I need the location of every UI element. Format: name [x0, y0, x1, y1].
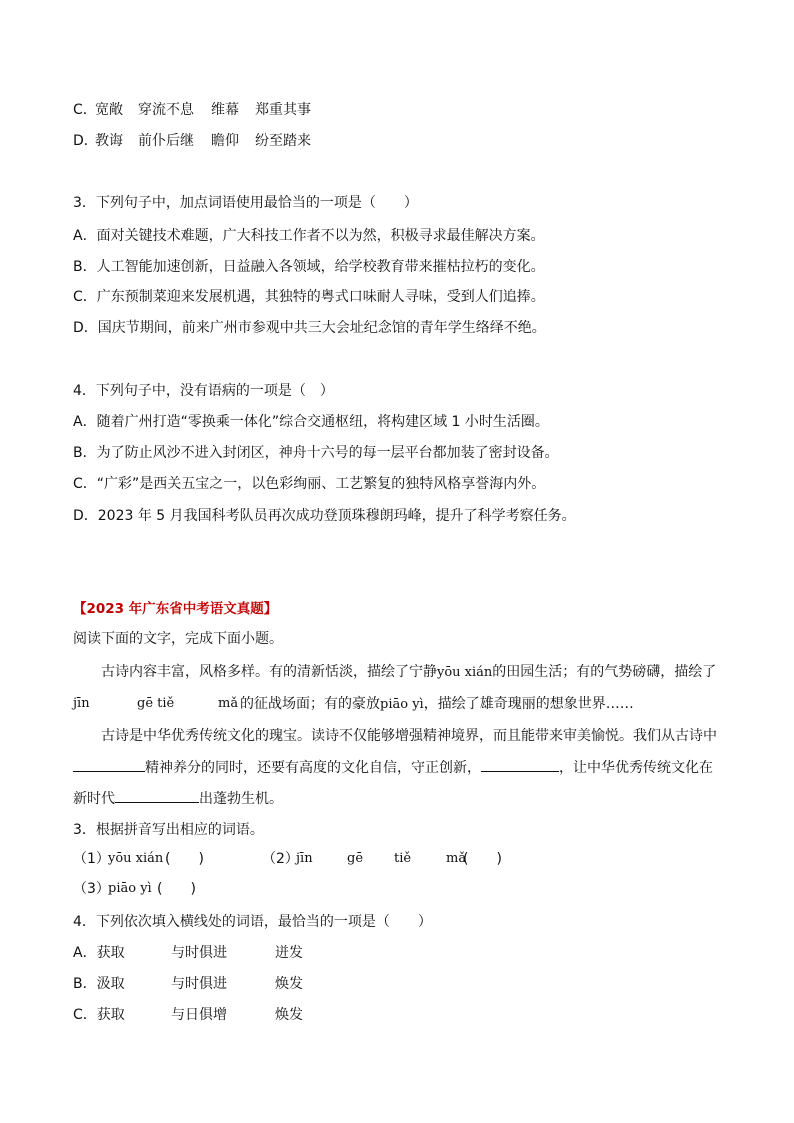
q3b-item-2-pinyin-jin: jīn [296, 851, 313, 866]
passage-line-2 [240, 694, 634, 715]
q3b-stem: 3．根据拼音写出相应的词语。 [73, 822, 264, 838]
q3b-item-3-label: （3） [73, 881, 110, 897]
q3-option-b: B．人工智能加速创新，日益融入各领域，给学校教育带来摧枯拉朽的变化。 [73, 259, 545, 275]
q3-option-d: D．国庆节期间，前来广州市参观中共三大会址纪念馆的青年学生络绎不绝。 [73, 320, 546, 336]
q3b-item-2-label: （2） [262, 851, 299, 867]
option-d-item-2: 前仆后继 [138, 133, 194, 149]
q4b-option-b-label: B．汲取 [73, 976, 125, 992]
pinyin-ge-tie: gē tiě [137, 696, 175, 711]
passage-text: ，让中华优秀传统文化在 [559, 760, 713, 776]
q3b-item-3-answer: ( ) [157, 881, 196, 897]
q3b-item-1-label: （1） [73, 851, 110, 867]
passage-text: 出蓬勃生机。 [199, 791, 283, 807]
passage-text: ，描绘了雄奇瑰丽的想象世界…… [423, 696, 634, 712]
q4b-option-b-word-3: 焕发 [275, 976, 303, 992]
q3-option-c: C．广东预制菜迎来发展机遇，其独特的粤式口味耐人寻味，受到人们追捧。 [73, 289, 545, 305]
fill-blank-1 [73, 757, 145, 772]
option-c-item-4: 郑重其事 [255, 102, 311, 118]
q4b-option-c-word-2: 与日俱增 [171, 1007, 227, 1023]
option-d-item-3: 瞻仰 [211, 133, 239, 149]
option-c-label: C． [73, 102, 97, 118]
option-c-item-3: 维幕 [211, 102, 239, 118]
fill-blank-3 [115, 788, 199, 803]
passage-line-4 [73, 757, 713, 778]
section-title: 【2023 年广东省中考语文真题】 [73, 601, 278, 617]
passage-text: 精神养分的同时，还要有高度的文化自信，守正创新， [145, 760, 481, 776]
q3b-item-1-pinyin: yōu xián [108, 851, 164, 866]
pinyin-piaoyi: piāo yì [380, 697, 424, 712]
q3-option-a: A．面对关键技术难题，广大科技工作者不以为然，积极寻求最佳解决方案。 [73, 228, 545, 244]
q4-option-d: D．2023 年 5 月我国科考队员再次成功登顶珠穆朗玛峰，提升了科学考察任务。 [73, 508, 576, 524]
passage-line-1 [101, 662, 716, 683]
pinyin-jin: jīn [73, 696, 90, 711]
q3b-item-2-pinyin-tie: tiě [394, 851, 412, 866]
q4b-option-a-word-2: 与时俱进 [171, 945, 227, 961]
q4b-option-c-word-3: 焕发 [275, 1007, 303, 1023]
q4b-option-a-label: A．获取 [73, 945, 125, 961]
passage-text: 的田园生活；有的气势磅礴，描绘了 [492, 664, 717, 680]
section-intro: 阅读下面的文字，完成下面小题。 [73, 631, 283, 647]
option-d-label: D． [73, 133, 98, 149]
q3b-item-2-pinyin-ma: mǎ [446, 851, 467, 866]
passage-line-3: 古诗是中华优秀传统文化的瑰宝。读诗不仅能够增强精神境界，而且能带来审美愉悦。我们从古诗中 [101, 728, 717, 744]
passage-text: 新时代 [73, 791, 115, 807]
fill-blank-2 [481, 757, 559, 772]
pinyin-youxian: yōu xián [437, 665, 493, 680]
q4-stem: 4．下列句子中，没有语病的一项是（ ） [73, 383, 334, 399]
q3b-item-1-answer: ( ) [165, 851, 204, 867]
passage-text: 的征战场面；有的豪放 [240, 696, 380, 712]
q4b-option-a-word-3: 迸发 [275, 945, 303, 961]
q3b-item-3-pinyin: piāo yì [108, 881, 152, 896]
q3-stem: 3．下列句子中，加点词语使用最恰当的一项是（ ） [73, 195, 418, 211]
option-d-item-4: 纷至踏来 [255, 133, 311, 149]
q3b-item-2-answer: ( ) [463, 851, 502, 867]
q4-option-c: C．“广彩”是西关五宝之一，以色彩绚丽、工艺繁复的独特风格享誉海内外。 [73, 476, 546, 492]
q3b-item-2-pinyin-ge: gē [347, 851, 364, 866]
option-c-item-1: 宽敞 [95, 102, 123, 118]
q4-option-b: B．为了防止风沙不进入封闭区，神舟十六号的每一层平台都加装了密封设备。 [73, 445, 559, 461]
q4b-stem: 4．下列依次填入横线处的词语，最恰当的一项是（ ） [73, 914, 432, 930]
q4b-option-b-word-2: 与时俱进 [171, 976, 227, 992]
option-c-item-2: 穿流不息 [138, 102, 194, 118]
q4b-option-c-label: C．获取 [73, 1007, 125, 1023]
option-d-item-1: 教诲 [95, 133, 123, 149]
q4-option-a: A．随着广州打造“零换乘一体化”综合交通枢纽，将构建区域 1 小时生活圈。 [73, 414, 549, 430]
passage-text: 古诗内容丰富，风格多样。有的清新恬淡，描绘了宁静 [101, 664, 437, 680]
pinyin-ma: mǎ [218, 696, 239, 711]
passage-line-5 [73, 788, 283, 809]
